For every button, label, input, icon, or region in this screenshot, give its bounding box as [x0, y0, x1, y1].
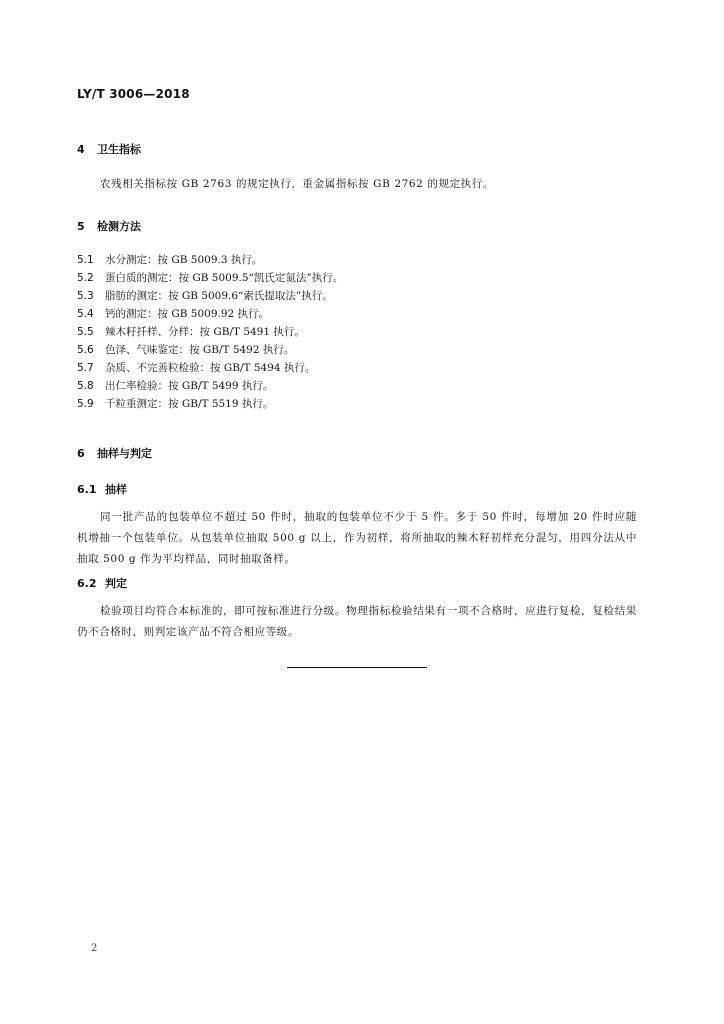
item-text: 脂肪的测定：按 GB 5009.6“索氏提取法”执行。	[105, 290, 333, 302]
item-number: 5.6	[77, 344, 94, 356]
item-text: 杂质、不完善粒检验：按 GB/T 5494 执行。	[105, 362, 316, 374]
item-number: 5.2	[77, 272, 94, 284]
section-number: 5	[77, 220, 85, 233]
list-item	[77, 287, 333, 305]
section-4-paragraph: 农残相关指标按 GB 2763 的规定执行，重金属指标按 GB 2762 的规定执行。	[100, 178, 494, 190]
item-number: 5.9	[77, 398, 94, 410]
item-text: 辣木籽扦样、分样：按 GB/T 5491 执行。	[105, 326, 305, 338]
item-number: 5.3	[77, 290, 94, 302]
section-title: 抽样	[105, 483, 127, 496]
section-6-heading	[77, 445, 152, 461]
section-number: 6.1	[77, 483, 97, 496]
item-text: 色泽、气味鉴定：按 GB/T 5492 执行。	[105, 344, 295, 356]
list-item	[77, 395, 273, 413]
section-number: 6	[77, 447, 85, 460]
section-6-2-paragraph: 检验项目均符合本标准的，即可按标准进行分级。物理指标检验结果有一项不合格时，应进行复检，复检结果仍不合格时，则判定该产品不符合相应等级。	[77, 605, 637, 638]
list-item	[77, 251, 262, 269]
section-6-2-heading	[77, 575, 127, 591]
list-item	[77, 305, 269, 323]
section-number: 4	[77, 143, 85, 156]
section-6-1-heading	[77, 481, 127, 497]
section-title: 卫生指标	[97, 143, 141, 156]
standard-code-header: LY/T 3006—2018	[77, 87, 190, 101]
list-item	[77, 341, 294, 359]
item-text: 水分测定：按 GB 5009.3 执行。	[105, 254, 263, 266]
list-item	[77, 359, 315, 377]
item-text: 千粒重测定：按 GB/T 5519 执行。	[105, 398, 274, 410]
section-4-heading	[77, 141, 141, 157]
item-text: 钙的测定：按 GB 5009.92 执行。	[105, 308, 270, 320]
item-text: 蛋白质的测定：按 GB 5009.5“凯氏定氮法”执行。	[105, 272, 344, 284]
section-5-heading	[77, 218, 141, 234]
item-number: 5.8	[77, 380, 94, 392]
section-title: 检测方法	[97, 220, 141, 233]
list-item	[77, 269, 343, 287]
page-number: 2	[91, 943, 98, 954]
section-6-1-paragraph: 同一批产品的包装单位不超过 50 件时，抽取的包装单位不少于 5 件。多于 50 件时，每增加 20 件时应随机增抽一个包装单位。从包装单位抽取 500 g 以上，作为初样，将所抽取的辣木籽初样充分混匀，用四分法从中抽取 500 g 作为平均样品，同时抽取备样。	[77, 511, 637, 565]
item-number: 5.4	[77, 308, 94, 320]
item-number: 5.7	[77, 362, 94, 374]
section-number: 6.2	[77, 577, 97, 590]
item-number: 5.1	[77, 254, 94, 266]
list-item	[77, 377, 273, 395]
section-title: 抽样与判定	[97, 447, 152, 460]
item-text: 出仁率检验：按 GB/T 5499 执行。	[105, 380, 274, 392]
item-number: 5.5	[77, 326, 94, 338]
section-title: 判定	[105, 577, 127, 590]
list-item	[77, 323, 305, 341]
end-rule	[287, 667, 427, 668]
